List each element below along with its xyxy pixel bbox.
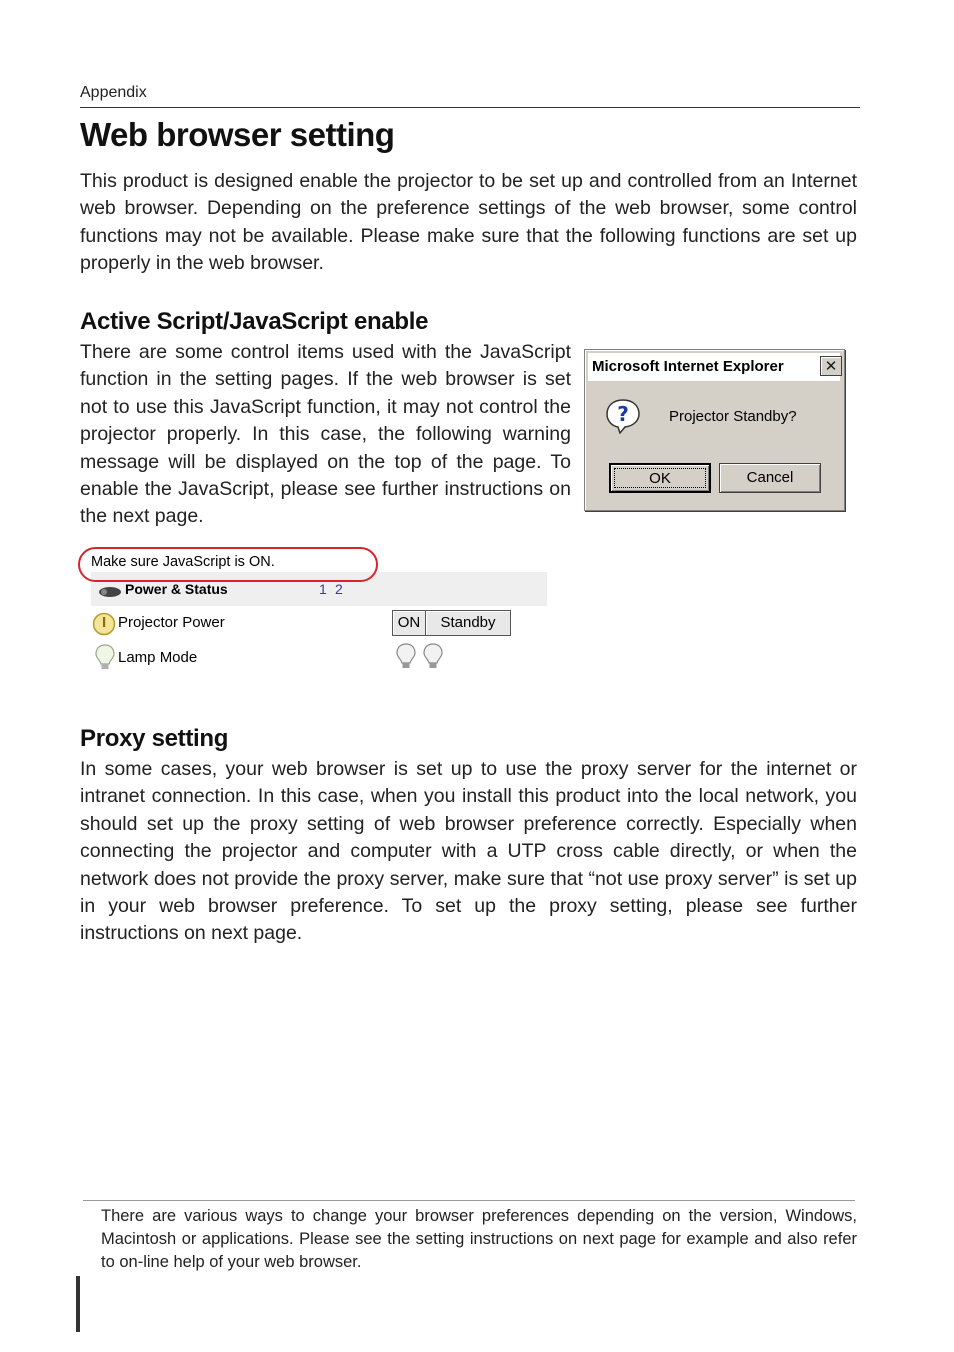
javascript-paragraph: There are some control items used with the JavaScript function in the setting pages. If the web browser is set not to use this JavaScript function, it may not control the projector properly. In this case, the following warning message will be displayed on the top of the page. To enable the JavaScript, please see further instructions on the next page. — [80, 341, 571, 528]
lamp-icon — [95, 644, 115, 672]
projector-power-label: Projector Power — [118, 614, 225, 631]
status-title: Power & Status — [125, 581, 228, 597]
proxy-paragraph: In some cases, your web browser is set up to use the proxy server for the internet or intranet connection. In this case, when you install this product into the local network, you should set up the proxy setting of web browser preference correctly. Especially when connecting the projector and computer with a UTP cross cable directly, or when the network does not provide the proxy server, make sure that “not use proxy server” is set up in your web browser preference. To set up the proxy setting, please see further instructions on next page. — [80, 758, 857, 945]
lamp-mode-label: Lamp Mode — [118, 649, 198, 666]
ok-button-label: OK — [649, 470, 671, 487]
svg-text:?: ? — [617, 402, 629, 426]
header-divider — [80, 107, 860, 108]
close-icon[interactable]: ✕ — [820, 356, 842, 376]
dialog-title: Microsoft Internet Explorer — [588, 353, 840, 381]
projector-icon — [97, 585, 123, 598]
cancel-button[interactable]: Cancel — [719, 463, 821, 493]
page-title: Web browser setting — [80, 116, 395, 153]
highlight-oval — [78, 547, 378, 582]
power-icon — [92, 612, 116, 636]
standby-button[interactable]: Standby — [425, 610, 511, 636]
note-divider — [83, 1200, 855, 1201]
page-link-2[interactable]: 2 — [335, 581, 343, 597]
section-label: Appendix — [80, 84, 147, 101]
javascript-heading: Active Script/JavaScript enable — [80, 308, 429, 335]
question-icon — [605, 398, 641, 434]
confirm-dialog — [584, 349, 845, 511]
page-link-1[interactable]: 1 — [319, 581, 327, 597]
intro-paragraph: This product is designed enable the projector to be set up and controlled from an Internet web browser. Depending on the preference settings of the web browser, some control functions may not be available. Please make sure that the following functions are set up properly in the web browser. — [80, 170, 857, 275]
on-button[interactable]: ON — [392, 610, 426, 636]
note-paragraph: There are various ways to change your browser preferences depending on the version, Windows, Macintosh or applications. Please see the setting instructions on next page for example and also refer to on-line help of your web browser. — [101, 1207, 857, 1272]
focus-ring — [614, 468, 706, 488]
ok-button[interactable] — [609, 463, 711, 493]
lamp-2-indicator-icon — [423, 643, 443, 671]
proxy-heading: Proxy setting — [80, 725, 229, 752]
javascript-warning: Make sure JavaScript is ON. — [91, 554, 275, 570]
page-edge-bar — [76, 1276, 80, 1332]
dialog-message: Projector Standby? — [669, 408, 797, 425]
lamp-1-indicator-icon — [396, 643, 416, 671]
